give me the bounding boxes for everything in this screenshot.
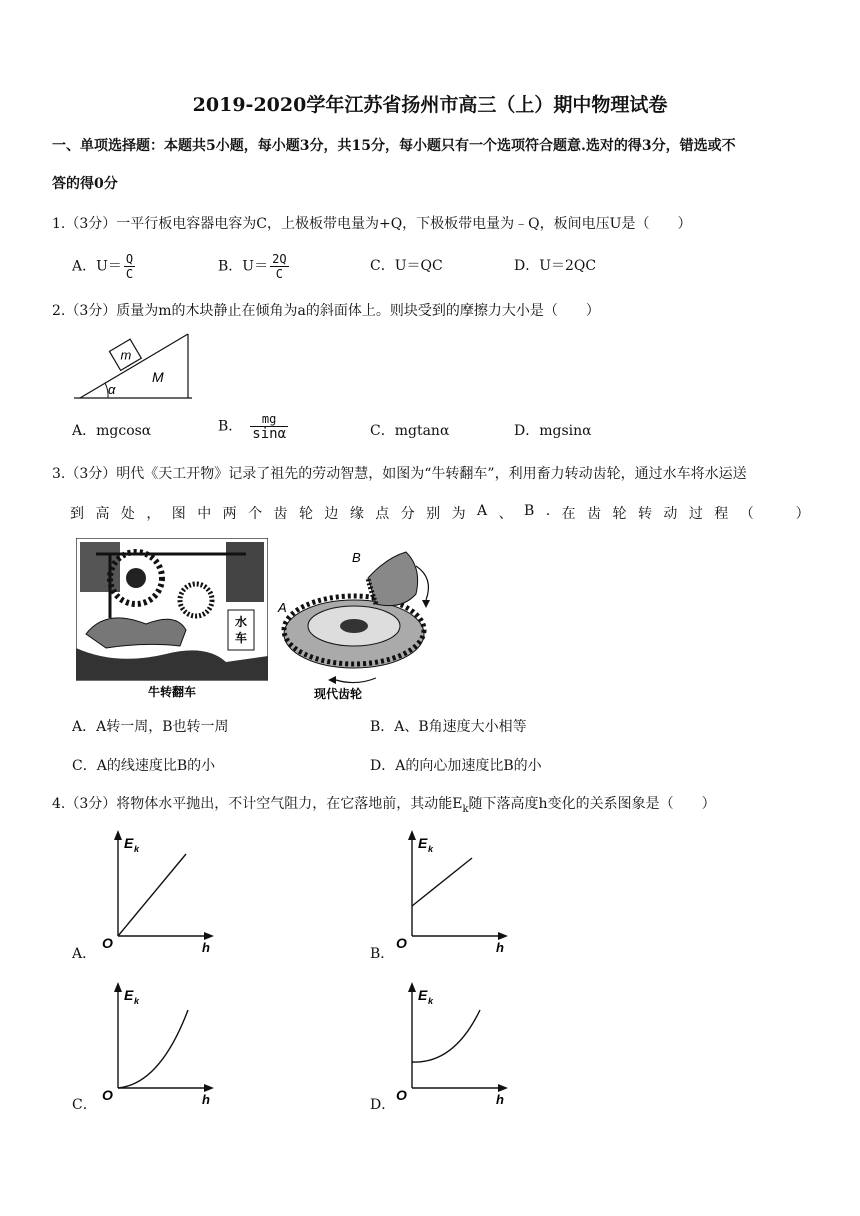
q3-stem-word: 转	[637, 506, 652, 522]
q2-stem: 2.（3分）质量为m的木块静止在倾角为a的斜面体上。则块受到的摩擦力大小是（ ）	[52, 303, 600, 319]
q3-stem-word: 点	[375, 506, 390, 522]
svg-text:O: O	[396, 935, 407, 951]
q2-option-c: C．mgtanα	[370, 423, 450, 439]
q2-option-d: D．mgsinα	[514, 423, 592, 439]
ox-waterwheel-figure	[76, 538, 268, 698]
section-heading-line2: 答的得0分	[52, 176, 118, 192]
q1-option-b: B．U＝ $\frac{2Q}{C}$	[218, 252, 287, 281]
svg-text:O: O	[102, 1087, 113, 1103]
q3-stem-word: 程	[714, 506, 729, 522]
q3-stem-word: 为	[451, 506, 466, 522]
q3-stem-word: 缘	[349, 506, 364, 522]
svg-text:E: E	[418, 987, 428, 1003]
svg-text:h: h	[202, 1092, 210, 1104]
q3-stem-word: ，	[146, 506, 161, 522]
q3-stem-word: A	[477, 503, 488, 519]
svg-text:B: B	[352, 550, 361, 565]
q1-option-d: D．U＝2QC	[514, 258, 597, 274]
incline-figure	[70, 330, 200, 402]
q4-graph-b	[394, 828, 514, 952]
q3-stem-word: 图	[171, 506, 186, 522]
svg-text:α: α	[108, 382, 116, 397]
svg-text:k: k	[428, 996, 434, 1006]
q3-option-a: A．A转一周，B也转一周	[72, 719, 229, 735]
q3-stem-word: （ ）	[739, 506, 810, 522]
section-heading-line1: 一、单项选择题：本题共5小题，每小题3分，共15分，每小题只有一个选项符合题意.选对的得3分，错选或不	[52, 138, 736, 154]
q3-stem-word: 两	[222, 506, 237, 522]
q3-option-b: B．A、B角速度大小相等	[370, 719, 527, 735]
svg-text:m: m	[120, 347, 132, 363]
q3-stem-word: 边	[324, 506, 339, 522]
q4-graph-d	[394, 980, 514, 1104]
q3-stem-word: 别	[426, 506, 441, 522]
q3-stem-word: 轮	[612, 506, 627, 522]
q4-option-d: D．	[370, 1097, 396, 1113]
q3-stem-word: 动	[663, 506, 678, 522]
svg-text:h: h	[496, 1092, 504, 1104]
svg-text:h: h	[202, 940, 210, 952]
q3-stem-word: .	[545, 503, 551, 519]
svg-text:A: A	[278, 600, 287, 615]
svg-text:E: E	[124, 835, 134, 851]
svg-text:O: O	[102, 935, 113, 951]
svg-text:M: M	[152, 369, 164, 385]
q4-option-c: C．	[72, 1097, 97, 1113]
q3-stem-word: 齿	[587, 506, 602, 522]
q4-option-a: A．	[72, 946, 97, 962]
q3-stem: 3.（3分）明代《天工开物》记录了祖先的劳动智慧，如图为“牛转翻车”，利用畜力转动齿轮，通过水车将水运送	[52, 466, 747, 482]
q3-stem-word: 齿	[273, 506, 288, 522]
bevel-gear-figure	[276, 538, 446, 704]
q4-stem: 4.（3分）将物体水平抛出，不计空气阻力，在它落地前，其动能$E_k$随下落高度h变化的关系图象是（ ）	[52, 796, 716, 815]
q3-stem-word: 中	[197, 506, 212, 522]
q3-stem-line2	[70, 503, 810, 523]
q3-stem-word: 高	[95, 506, 110, 522]
q4-option-b: B．	[370, 946, 395, 962]
q1-option-a: A．U＝ $\frac{Q}{C}$	[72, 252, 134, 281]
svg-text:k: k	[428, 844, 434, 854]
svg-text:E: E	[124, 987, 134, 1003]
q1-option-c: C．U＝QC	[370, 258, 443, 274]
svg-text:h: h	[496, 940, 504, 952]
svg-text:现代齿轮: 现代齿轮	[313, 687, 363, 701]
svg-text:水: 水	[234, 615, 248, 629]
svg-text:车: 车	[234, 631, 248, 645]
q3-stem-word: B	[524, 503, 535, 519]
svg-text:E: E	[418, 835, 428, 851]
page-title: 2019-2020学年江苏省扬州市高三（上）期中物理试卷	[192, 94, 668, 116]
q3-stem-word: 处	[120, 506, 135, 522]
q4-graph-c	[100, 980, 220, 1104]
q3-stem-word: 轮	[298, 506, 313, 522]
q3-option-d: D．A的向心加速度比B的小	[370, 758, 542, 774]
q2-option-a: A．mgcosα	[72, 423, 152, 439]
svg-text:k: k	[134, 996, 140, 1006]
q3-stem-word: 在	[561, 506, 576, 522]
q4-graph-a	[100, 828, 220, 952]
q3-stem-word: 分	[400, 506, 415, 522]
q3-option-c: C．A的线速度比B的小	[72, 758, 216, 774]
q3-stem-word: 、	[498, 506, 513, 522]
svg-text:k: k	[134, 844, 140, 854]
q3-stem-word: 到	[70, 506, 84, 522]
q2-option-b: B． $\frac{mg}{\sin\alpha}$	[218, 412, 287, 442]
q1-stem: 1.（3分）一平行板电容器电容为C，上极板带电量为+Q，下极板带电量为﹣Q，板间电压U是（ ）	[52, 216, 692, 232]
svg-text:O: O	[396, 1087, 407, 1103]
q3-stem-word: 过	[688, 506, 703, 522]
q3-stem-word: 个	[248, 506, 263, 522]
svg-text:牛转翻车: 牛转翻车	[147, 685, 197, 698]
